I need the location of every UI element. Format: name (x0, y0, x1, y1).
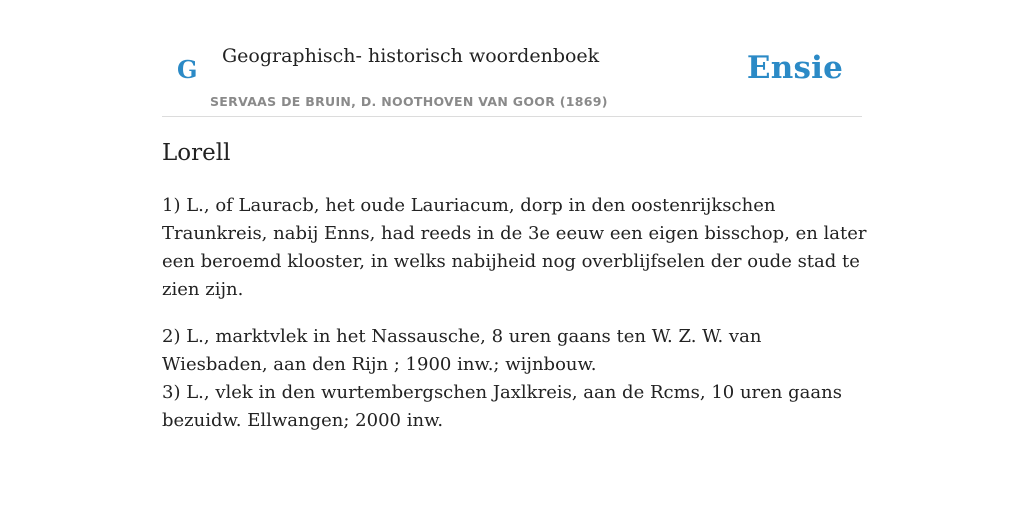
entry-paragraph-3: 3) L., vlek in den wurtembergschen Jaxlkreis, aan de Rcms, 10 uren gaans bezuidw. Ellwangen; 2000 inw. (162, 382, 842, 431)
entry-paragraph-1: 1) L., of Lauracb, het oude Lauriacum, dorp in den oostenrijkschen Traunkreis, nabij Enns, had reeds in de 3e eeuw een eigen bisschop, en later een beroemd klooster, in welks nabijheid nog overblijfselen der oude stad te zien zijn. (162, 195, 867, 300)
dictionary-letter-icon: G (177, 55, 198, 84)
dictionary-title-link[interactable]: Geographisch- historisch woordenboek (222, 45, 600, 67)
entry-title: Lorell (162, 140, 231, 166)
dictionary-header (162, 0, 862, 117)
entry-body (162, 192, 867, 435)
dictionary-authors: SERVAAS DE BRUIN, D. NOOTHOVEN VAN GOOR (1869) (210, 94, 608, 109)
entry-paragraph-2: 2) L., marktvlek in het Nassausche, 8 uren gaans ten W. Z. W. van Wiesbaden, aan den Rijn ; 1900 inw.; wijnbouw. (162, 326, 762, 375)
ensie-logo-link[interactable]: Ensie (746, 50, 843, 86)
